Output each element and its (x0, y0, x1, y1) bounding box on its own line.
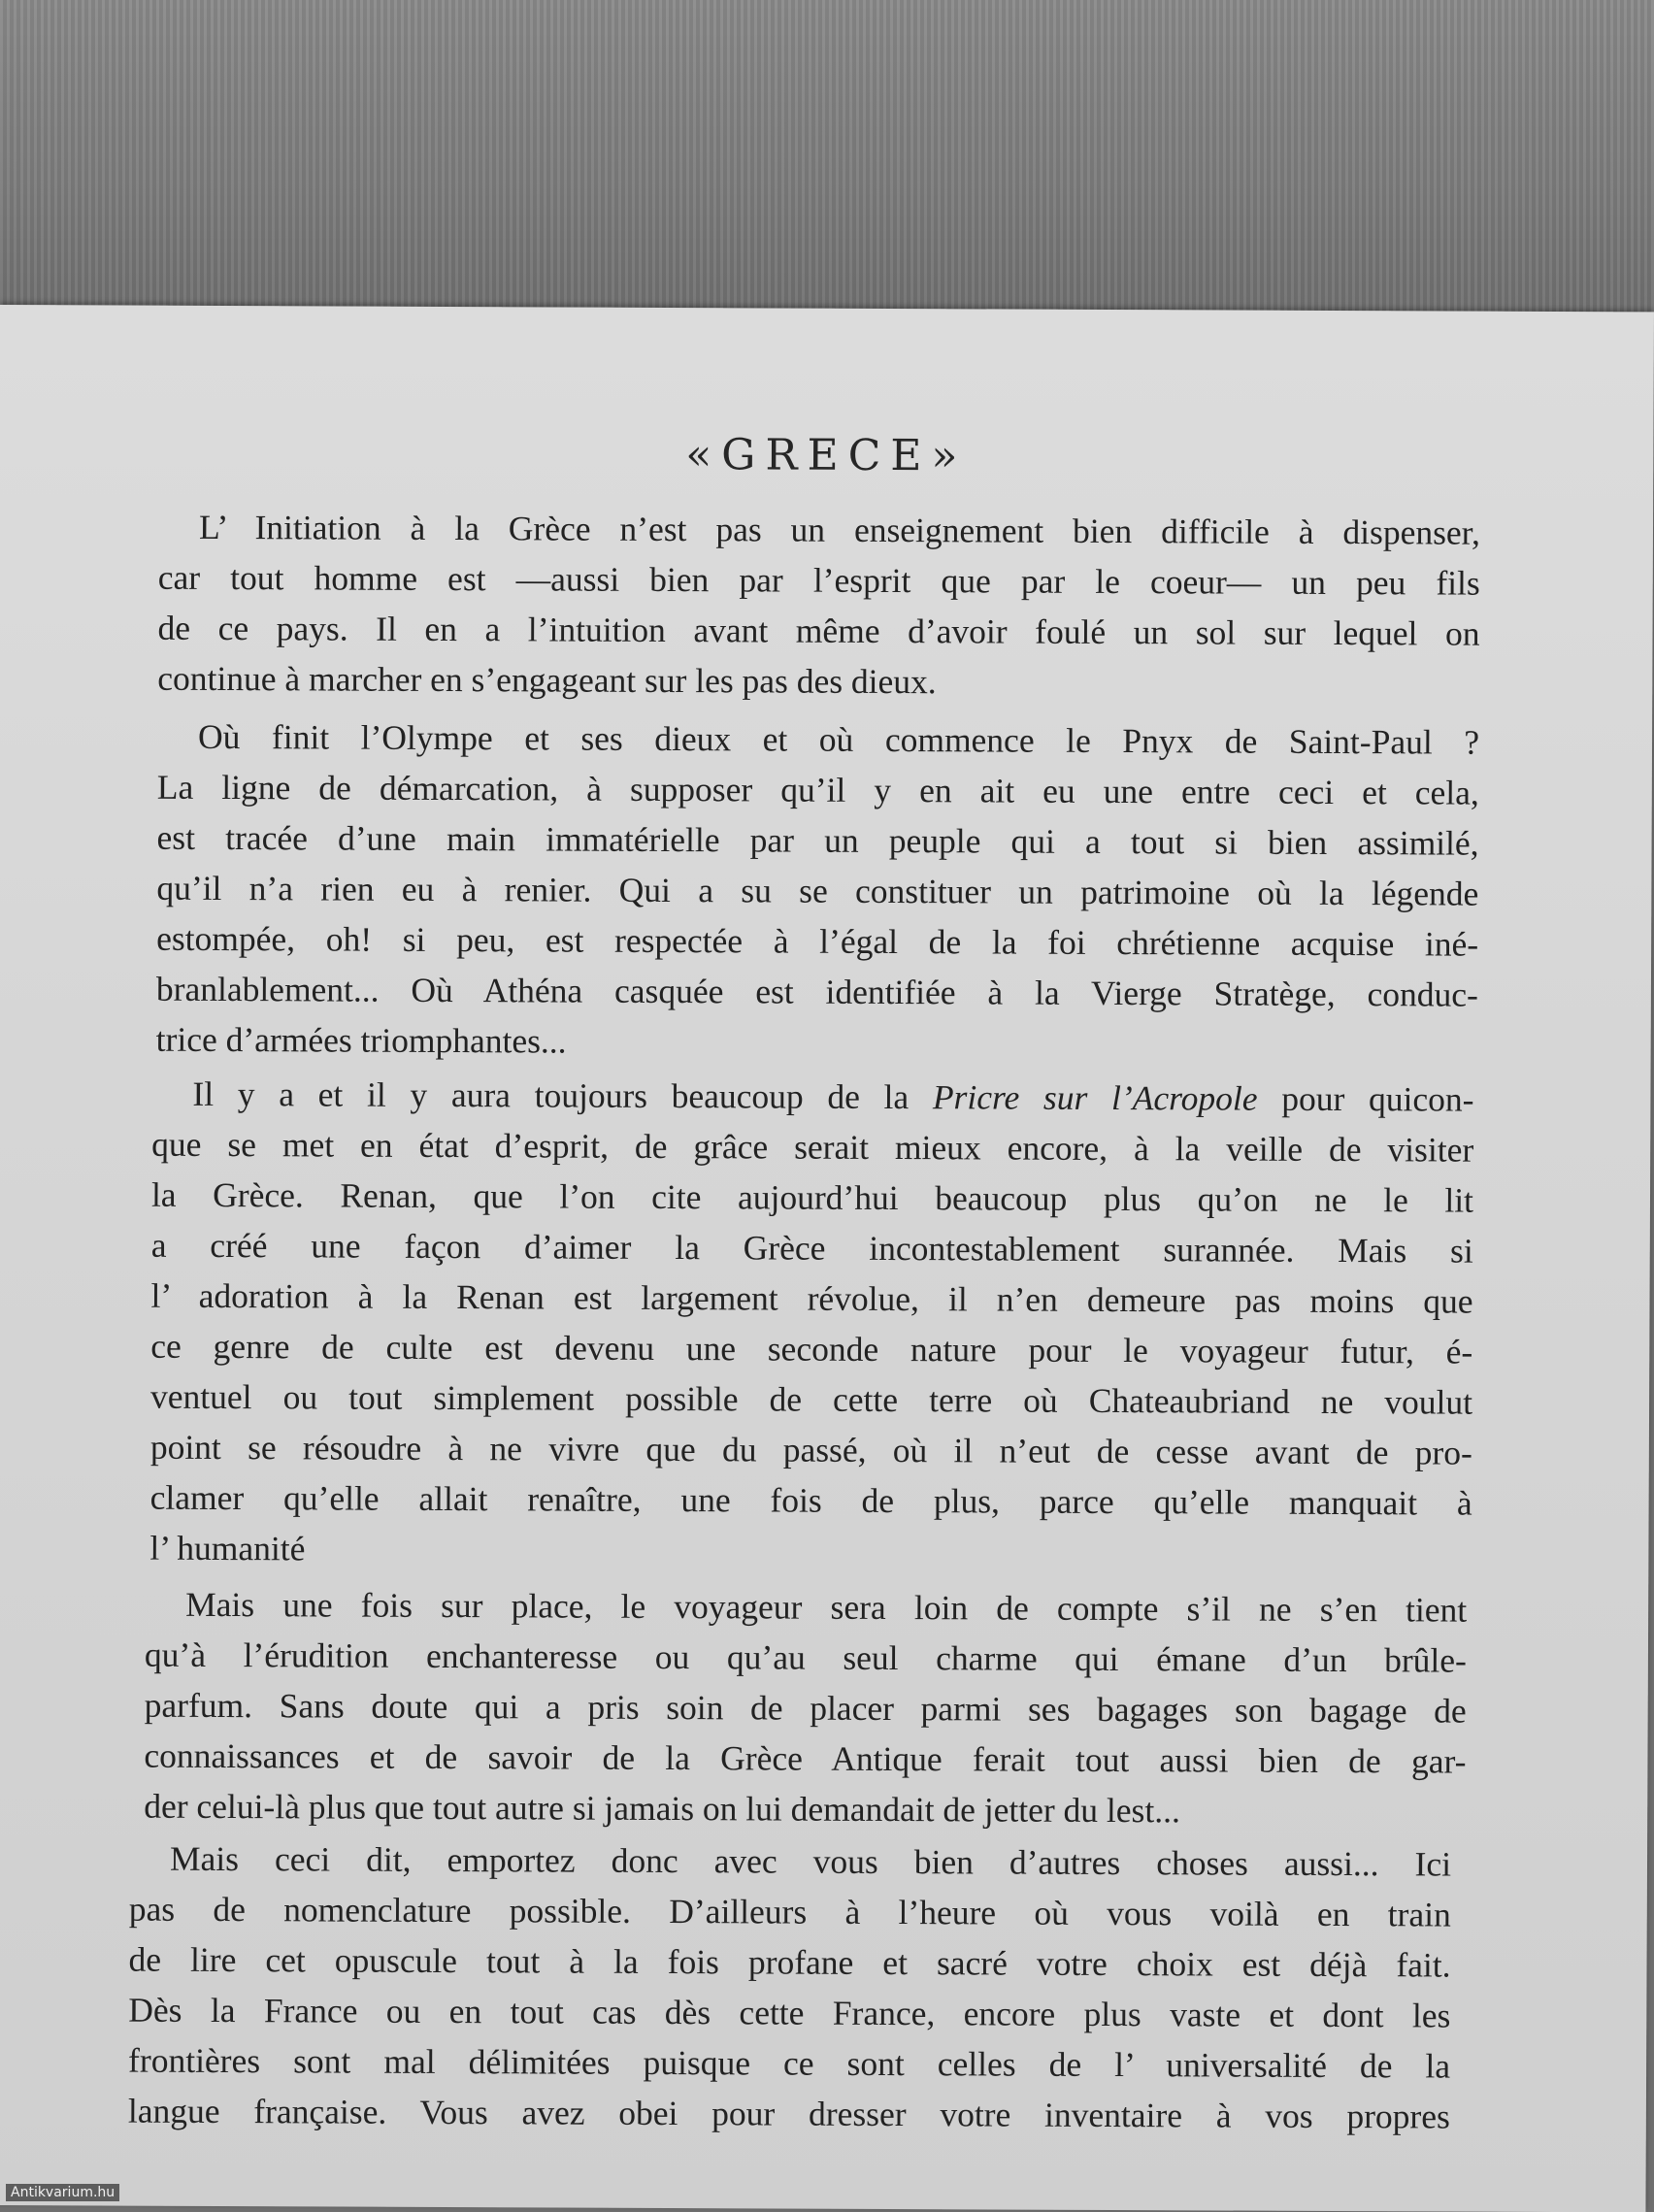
text-line: qu’à l’érudition enchanteresse ou qu’au seul charme qui émane d’un brûle- (144, 1634, 1468, 1680)
text-line: que se met en état d’esprit, de grâce serait mieux encore, à la veille de visiter (151, 1124, 1474, 1170)
text-line: l’ adoration à la Renan est largement révolue, il n’en demeure pas moins que (150, 1275, 1473, 1321)
text-line: branlablement... Où Athéna casquée est identifiée à la Vierge Stratège, conduc- (155, 969, 1479, 1014)
text-line: langue française. Vous avez obei pour dresser votre inventaire à vos propres (127, 2091, 1450, 2136)
text-line: car tout homme est —aussi bien par l’esprit que par le coeur— un peu fils (157, 557, 1480, 603)
text-line: clamer qu’elle allait renaître, une fois de plus, parce qu’elle manquait à (149, 1477, 1472, 1523)
background-surface (0, 0, 1654, 320)
text-line: estompée, oh! si peu, est respectée à l’égal de la foi chrétienne acquise iné- (156, 918, 1479, 964)
text-line: L’ Initiation à la Grèce n’est pas un enseignement bien difficile à dispenser, (198, 507, 1481, 552)
text-line: continue à marcher en s’engageant sur les pas des dieux. (157, 658, 937, 702)
text-line: qu’il n’a rien eu à renier. Qui a su se constituer un patrimoine où la légende (156, 868, 1479, 913)
italic-title: Pricre sur l’Acropole (932, 1077, 1258, 1118)
text-fragment: pour quicon- (1257, 1078, 1474, 1119)
text-line: point se résoudre à ne vivre que du passé, où il n’eut de cesse avant de pro- (149, 1427, 1472, 1472)
paragraph-4 (144, 1579, 1467, 1837)
watermark-label: Antikvarium.hu (6, 2184, 119, 2201)
paragraph-1 (157, 502, 1480, 710)
paragraph-2 (156, 711, 1480, 1071)
text-line: pas de nomenclature possible. D’ailleurs à l’heure où vous voilà en train (128, 1889, 1451, 1934)
text-line: Dès la France ou en tout cas dès cette France, encore plus vaste et dont les (128, 1990, 1451, 2035)
paragraph-3 (149, 1069, 1473, 1579)
text-fragment: Il y a et il y aura toujours beaucoup de la (192, 1073, 934, 1117)
page-title: «GRECE» (685, 430, 968, 481)
text-line: ce genre de culte est devenu une seconde nature pour le voyageur futur, é- (150, 1326, 1473, 1371)
text-line (151, 1069, 1473, 1125)
text-line: l’ humanité (149, 1528, 306, 1568)
text-line: parfum. Sans doute qui a pris soin de placer parmi ses bagages son bagage de (144, 1685, 1467, 1731)
text-line: frontières sont mal délimitées puisque ce sont celles de l’ universalité de la (128, 2040, 1451, 2086)
text-line: Où finit l’Olympe et ses dieux et où commence le Pnyx de Saint-Paul ? (197, 716, 1480, 762)
text-line: La ligne de démarcation, à supposer qu’il y en ait eu une entre ceci et cela, (156, 767, 1479, 812)
paragraph-5 (128, 1833, 1451, 2142)
text-line: trice d’armées triomphantes... (155, 1019, 567, 1061)
text-line: Mais ceci dit, emportez donc avec vous bien d’autres choses aussi... Ici (169, 1838, 1452, 1884)
text-line: Mais une fois sur place, le voyageur sera loin de compte s’il ne s’en tient (185, 1584, 1468, 1630)
book-page (0, 305, 1654, 2212)
text-line: connaissances et de savoir de la Grèce Antique ferait tout aussi bien de gar- (144, 1735, 1467, 1781)
text-line: ventuel ou tout simplement possible de cette terre où Chateaubriand ne voulut (150, 1376, 1473, 1422)
text-line: est tracée d’une main immatérielle par un peuple qui a tout si bien assimilé, (156, 817, 1479, 863)
text-line: de lire cet opuscule tout à la fois profane et sacré votre choix est déjà fait. (128, 1939, 1451, 1985)
text-line: la Grèce. Renan, que l’on cite aujourd’hui beaucoup plus qu’on ne le lit (150, 1174, 1474, 1220)
text-line: der celui-là plus que tout autre si jamais on lui demandait de jetter du lest... (144, 1786, 1180, 1831)
text-line: de ce pays. Il en a l’intuition avant même d’avoir foulé un sol sur lequel on (157, 608, 1480, 653)
text-line: a créé une façon d’aimer la Grèce incontestablement surannée. Mais si (150, 1225, 1473, 1271)
